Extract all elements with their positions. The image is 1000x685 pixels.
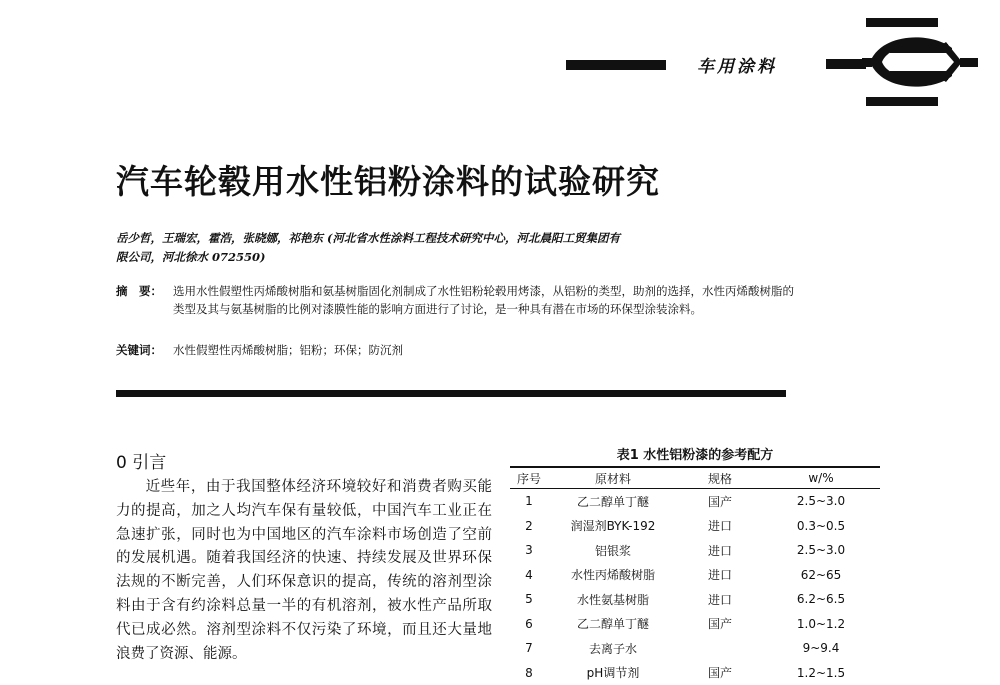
col-header-mass-fraction: w/% [762,467,880,489]
section-heading: 0 引言 [116,448,166,473]
section-divider [116,390,786,397]
col-header-index: 序号 [510,467,548,489]
cell-material: 乙二醇单丁醚 [548,489,678,514]
cell-index: 5 [510,587,548,612]
cell-material: 水性丙烯酸树脂 [548,563,678,588]
header-rule-left [566,60,666,70]
col-header-material: 原材料 [548,467,678,489]
cell-mass-fraction: 2.5~3.0 [762,489,880,514]
cell-mass-fraction: 6.2~6.5 [762,587,880,612]
abstract-label: 摘 要： [116,282,162,300]
cell-index: 4 [510,563,548,588]
keywords-label: 关键词： [116,341,162,359]
cell-mass-fraction: 1.0~1.2 [762,612,880,637]
cell-spec: 国产 [678,661,762,685]
cell-spec: 进口 [678,538,762,563]
cell-index: 7 [510,636,548,661]
cell-spec: 国产 [678,489,762,514]
cell-material: pH调节剂 [548,661,678,685]
journal-logo-icon [862,18,978,106]
authors-affiliation [116,229,766,267]
cell-spec: 进口 [678,514,762,539]
cell-index: 2 [510,514,548,539]
cell-material: 去离子水 [548,636,678,661]
table-caption: 表1 水性铝粉漆的参考配方 [510,444,880,463]
section-label: 车用涂料 [697,52,777,77]
cell-spec: 进口 [678,563,762,588]
abstract [116,282,796,318]
cell-mass-fraction: 2.5~3.0 [762,538,880,563]
cell-mass-fraction: 9~9.4 [762,636,880,661]
cell-spec: 国产 [678,612,762,637]
abstract-text: 选用水性假塑性丙烯酸树脂和氨基树脂固化剂制成了水性铝粉轮毂用烤漆，从铝粉的类型，助剂的选择，水性丙烯酸树脂的类型及其与氨基树脂的比例对漆膜性能的影响方面进行了讨论，是一种具有潜在市场的环保型涂装涂料。 [173,282,796,318]
cell-material: 铝银浆 [548,538,678,563]
cell-index: 8 [510,661,548,685]
table-row [510,514,880,539]
keywords [116,341,796,359]
header-rule-right [826,59,866,69]
table-row [510,612,880,637]
cell-spec [678,636,762,661]
table-row [510,489,880,514]
table-row [510,563,880,588]
table-row [510,538,880,563]
table-row [510,587,880,612]
cell-material: 润湿剂BYK-192 [548,514,678,539]
authors-line-1: 岳少哲，王瑞宏，霍浩，张晓娜，祁艳东 (河北省水性涂料工程技术研究中心，河北晨阳工贸集团有 [116,229,766,248]
cell-mass-fraction: 1.2~1.5 [762,661,880,685]
cell-index: 6 [510,612,548,637]
body-paragraph-text: 近些年，由于我国整体经济环境较好和消费者购买能力的提高，加之人均汽车保有量较低，中国汽车工业正在急速扩张，同时也为中国地区的汽车涂料市场创造了空前的发展机遇。随着我国经济的快速、持续发展及世界环保法规的不断完善，人们环保意识的提高，传统的溶剂型涂料由于含有约涂料总量一半的有机溶剂，被水性产品所取代已成必然。溶剂型涂料不仅污染了环境，而且还大量地浪费了资源、能源。 [116,479,492,662]
cell-material: 乙二醇单丁醚 [548,612,678,637]
col-header-spec: 规格 [678,467,762,489]
table-header-row [510,467,880,489]
cell-index: 3 [510,538,548,563]
table-row [510,661,880,685]
cell-mass-fraction: 62~65 [762,563,880,588]
table-row [510,636,880,661]
authors-line-2: 限公司，河北徐水 072550) [116,248,766,267]
cell-mass-fraction: 0.3~0.5 [762,514,880,539]
formula-table [510,466,880,685]
paper-title: 汽车轮毂用水性铝粉涂料的试验研究 [116,156,660,203]
keywords-text: 水性假塑性丙烯酸树脂；铝粉；环保；防沉剂 [173,341,796,359]
cell-spec: 进口 [678,587,762,612]
cell-material: 水性氨基树脂 [548,587,678,612]
cell-index: 1 [510,489,548,514]
body-paragraph [116,476,492,666]
